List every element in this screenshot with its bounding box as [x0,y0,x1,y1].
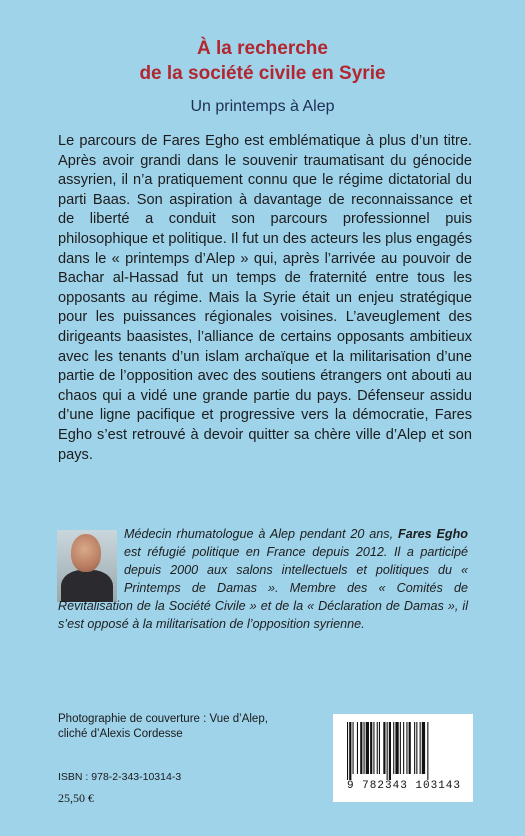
price: 25,50 € [58,791,94,805]
back-cover-blurb: Le parcours de Fares Egho est emblématique à plus d’un titre. Après avoir grandi dans le souvenir traumatisant du génocide assyrien, il n’a pratiquement connu que le régime dictatorial du parti Baas. Son aspiration à davantage de reconnaissance et de liberté a conduit son parcours professionnel puis philosophique et politique. Il fut un des acteurs les plus engagés dans le « printemps d’Alep » qui, après l’arrivée au pouvoir de Bachar al-Hassad fut un temps de fraternité entre tous les opposants au régime. Mais la Syrie était un enjeu stratégique pour les puissances régionales voisines. L’aveuglement des dirigeants baasistes, l’alliance de certains opposants ambitieux avec les tenants d’un islam archaïque et la militarisation d’une partie de l’opposition avec des soutiens étrangers ont abouti au chaos qui a vidé une grande partie du pays. Défenseur assidu d’une ligne pacifique et progressive vers la démocratie, Fares Egho s’est retrouvé à devoir quitter sa chère ville d’Alep et son pays. [58,133,472,463]
barcode [333,714,473,802]
barcode-bar [379,722,380,774]
barcode-bar [427,722,428,780]
barcode-bar [370,722,372,774]
book-title-line2: de la société civile en Syrie [139,63,386,84]
barcode-bar [409,722,411,774]
barcode-bar [360,722,362,774]
barcode-bar [383,722,385,774]
author-bio [58,525,468,634]
barcode-bar [403,722,404,774]
barcode-bar [366,722,369,774]
photo-credits-line1: Photographie de couverture : Vue d’Alep, [58,713,268,725]
barcode-bar [416,722,417,774]
barcode-bar [387,722,388,780]
barcode-bar [400,722,401,774]
barcode-bar [422,722,425,774]
barcode-bar [395,722,398,774]
barcode-bar [377,722,378,774]
book-subtitle: Un printemps à Alep [190,98,335,115]
author-name: Fares Egho [398,527,469,541]
author-bio-intro: Médecin rhumatologue à Alep pendant 20 ans, [124,527,399,541]
book-title-line1: À la recherche [197,38,328,59]
photo-credits [58,712,268,742]
book-title [0,36,525,86]
isbn: ISBN : 978-2-343-10314-3 [58,771,182,783]
author-bio-rest: est réfugié politique en France depuis 2012. Il a participé depuis 2000 aux salons intellectuels et politiques du « Printemps de Damas ». Membre des « Comités de Revitalisation de la Société Civile » et de la « Déclaration de Damas », il s’est opposé à la militarisation de l’opposition syrienne. [58,545,468,632]
barcode-digits: 9 782343 103143 [346,780,462,792]
barcode-bars [345,722,461,780]
barcode-bar [353,722,354,774]
barcode-bar [373,722,374,774]
barcode-bar [393,722,394,774]
barcode-bar [364,722,365,774]
photo-credits-line2: cliché d’Alexis Cordesse [58,728,183,740]
barcode-bar [406,722,407,774]
barcode-bar [389,722,391,780]
barcode-bar [357,722,358,774]
barcode-bar [420,722,421,774]
barcode-bar [414,722,415,774]
barcode-bar [349,722,351,780]
barcode-bar [347,722,348,780]
